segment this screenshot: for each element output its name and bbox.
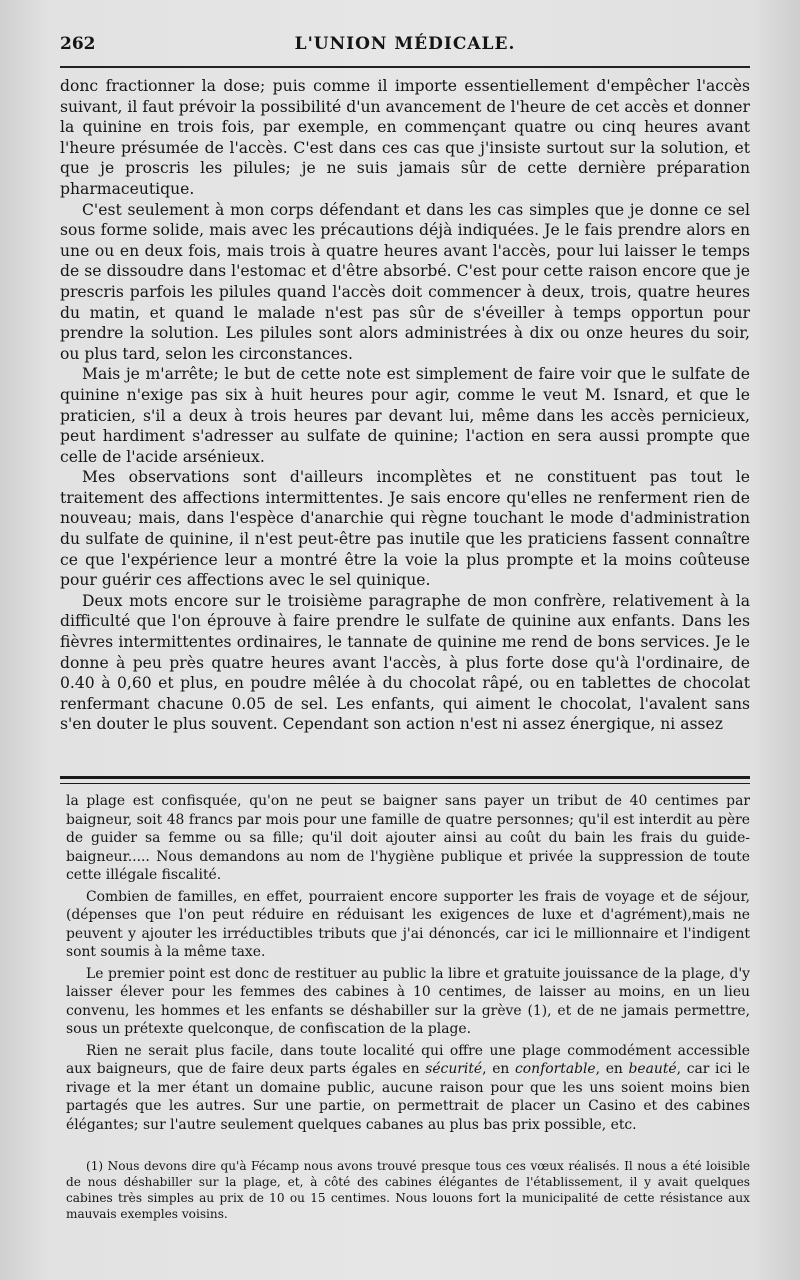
- main-paragraph-4: Mes observations sont d'ailleurs incomplètes et ne constituent pas tout le traitement des affections intermittentes. Je sais encore qu'elles ne renferment rien de nouveau; mais, dans l'espèce d'anarchie qui règne touchant le mode d'administration du sulfate de quinine, il n'est peut-être pas inutile que les praticiens fassent connaître ce que l'expérience leur a montré être la voie la plus prompte et la moins coûteuse pour guérir ces affections avec le sel quinique.: [60, 468, 750, 590]
- lower-p4-italic-securite: sécurité: [425, 1061, 483, 1077]
- lower-p4-text-b: , en: [482, 1061, 515, 1077]
- main-paragraph-3: Mais je m'arrête; le but de cette note est simplement de faire voir que le sulfate de quinine n'exige pas six à huit heures pour agir, comme le veut M. Isnard, et que le praticien, s'il a deux à trois heures par devant lui, même dans les accès pernicieux, peut hardiment s'adresser au sulfate de quinine; l'action en sera aussi prompte que celle de l'acide arsénieux.: [60, 365, 750, 466]
- page-header: [60, 30, 750, 58]
- lower-paragraph-2: Combien de familles, en effet, pourraient encore supporter les frais de voyage et de séjour, (dépenses que l'on peut réduire en réduisant les exigences de luxe et d'agrément),mais ne peuvent y ajouter les irréductibles tributs que j'ai dénoncés, car ici le millionnaire et l'indigent sont soumis à la même taxe.: [66, 888, 750, 960]
- lower-p4-text-c: , en: [595, 1061, 629, 1077]
- page-number: 262: [60, 34, 96, 54]
- lower-p4-italic-confortable: confortable: [515, 1061, 596, 1077]
- section-divider: [60, 776, 750, 784]
- lower-p4-text-a: Rien ne serait plus facile, dans toute localité qui offre une plage commodément accessible aux baigneurs, que de faire deux parts égales en: [66, 1042, 750, 1077]
- lower-paragraph-1: la plage est confisquée, qu'on ne peut se baigner sans payer un tribut de 40 centimes par baigneur, soit 48 francs par mois pour une famille de quatre personnes; qu'il est interdit au père de guider sa femme ou sa fille; qu'il doit ajouter ainsi au coût du bain les frais du guide-baigneur..... Nous demandons au nom de l'hygiène publique et privée la suppression de toute cette illégale fiscalité.: [66, 793, 750, 883]
- lower-p4-text-d: , car ici le rivage et la mer étant un domaine public, aucune raison pour que les uns soient moins bien partagés que les autres. Sur une partie, on permettrait de placer un Casino et des cabines élégantes; sur l'autre seulement quelques cabanes au plus bas prix possible, etc.: [66, 1061, 750, 1133]
- lower-paragraph-3: Le premier point est donc de restituer au public la libre et gratuite jouissance de la plage, d'y laisser élever pour les femmes des cabines à 10 centimes, de laisser au moins, en un lieu convenu, les hommes et les enfants se déshabiller sur la grève (1), et de ne jamais permettre, sous un prétexte quelconque, de confiscation de la plage.: [66, 965, 750, 1037]
- running-title: L'UNION MÉDICALE.: [294, 34, 516, 54]
- lower-paragraph-4: [66, 1042, 750, 1135]
- lower-p4-italic-beaute: beauté: [628, 1061, 677, 1077]
- header-rule: [60, 66, 750, 68]
- footnote-text: (1) Nous devons dire qu'à Fécamp nous avons trouvé presque tous ces vœux réalisés. Il nous a été loisible de nous déshabiller sur la plage, et, à côté des cabines élégantes de l'établissement, il y avait quelques cabines très simples au prix de 10 ou 15 centimes. Nous louons fort la municipalité de cette résistance aux mauvais exemples voisins.: [66, 1159, 750, 1221]
- main-paragraph-1: donc fractionner la dose; puis comme il importe essentiellement d'empêcher l'accès suivant, il faut prévoir la possibilité d'un avancement de l'heure de cet accès et donner la quinine en trois fois, par exemple, en commençant quatre ou cinq heures avant l'heure présumée de l'accès. C'est dans ces cas que j'insiste surtout sur la solution, et que je proscris les pilules; je ne suis jamais sûr de cette dernière préparation pharmaceutique.: [60, 77, 750, 198]
- main-paragraph-5: Deux mots encore sur le troisième paragraphe de mon confrère, relativement à la difficulté que l'on éprouve à faire prendre le sulfate de quinine aux enfants. Dans les fièvres intermittentes ordinaires, le tannate de quinine me rend de bons services. Je le donne à peu près quatre heures avant l'accès, à plus forte dose qu'à l'ordinaire, de 0.40 à 0,60 et plus, en poudre mêlée à du chocolat râpé, ou en tablettes de chocolat renfermant chacune 0.05 de sel. Les enfants, qui aiment le chocolat, l'avalent sans s'en douter le plus souvent. Cependant son action n'est ni assez énergique, ni assez: [60, 591, 750, 734]
- main-article-text: [60, 76, 750, 735]
- main-paragraph-2: C'est seulement à mon corps défendant et dans les cas simples que je donne ce sel sous forme solide, mais avec les précautions déjà indiquées. Je le fais prendre alors en une ou en deux fois, mais trois à quatre heures avant l'accès, pour lui laisser le temps de se dissoudre dans l'estomac et d'être absorbé. C'est pour cette raison encore que je prescris parfois les pilules quand l'accès doit commencer à deux, trois, quatre heures du matin, et quand le malade n'est pas sûr de s'éveiller à temps opportun pour prendre la solution. Les pilules sont alors administrées à dix ou onze heures du soir, ou plus tard, selon les circonstances.: [60, 200, 750, 363]
- feuilleton-text: [66, 792, 750, 1137]
- footnote: [66, 1158, 750, 1222]
